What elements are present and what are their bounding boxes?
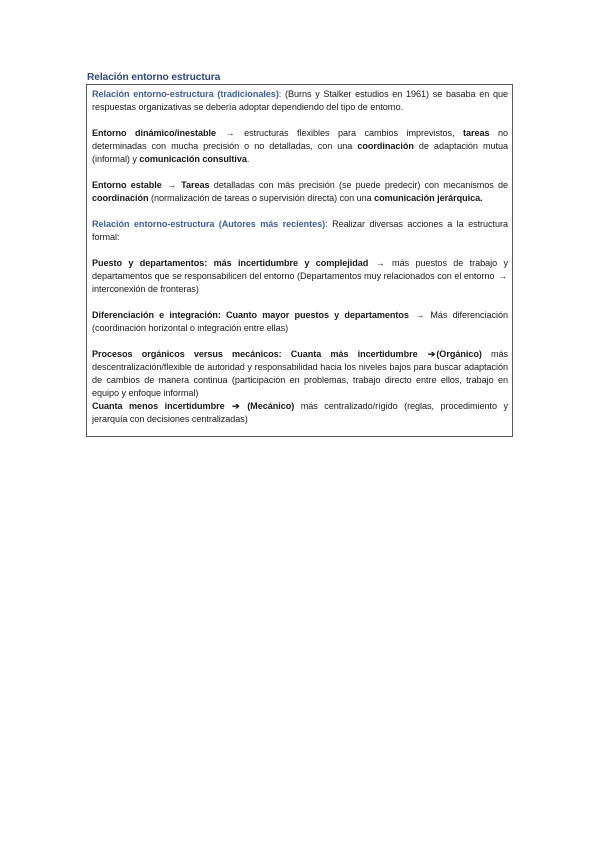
mechanic-term: Cuanta menos incertidumbre (92, 401, 225, 411)
stable-bold-3: comunicación jerárquica. (374, 193, 483, 203)
recent-text: Realizar diversas acciones a la estructura formal: (92, 219, 509, 242)
paragraph-recent-authors (92, 218, 508, 244)
positions-text-2: interconexión de fronteras) (92, 284, 199, 294)
recent-colon: : (325, 219, 328, 229)
paragraph-stable-environment (92, 179, 508, 205)
recent-title: Relación entorno-estructura (Autores más recientes) (92, 219, 326, 229)
differentiation-text: Más diferenciación (coordinación horizontal o integración entre ellas) (92, 310, 508, 333)
dynamic-term: Entorno dinámico/inestable (92, 128, 216, 138)
organic-bold: (Orgánico) (436, 349, 482, 359)
dynamic-text-4: . (246, 154, 250, 164)
paragraph-differentiation (92, 309, 508, 335)
positions-term: Puesto y departamentos: más incertidumbre y complejidad (92, 258, 369, 268)
dynamic-text-2: no determinadas con mucha precisión o no detalladas, con una (92, 128, 509, 151)
arrow-right-icon: → (497, 271, 507, 281)
dynamic-bold-2: coordinación (357, 141, 414, 151)
paragraph-mechanic-processes (92, 400, 508, 426)
arrow-right-icon: → (375, 258, 385, 268)
arrow-right-icon: → (415, 310, 425, 320)
paragraph-traditional (92, 88, 508, 114)
organic-term: Procesos orgánicos versus mecánicos: Cuanta más incertidumbre (92, 349, 418, 359)
stable-bold-2: coordinación (92, 193, 149, 203)
organic-text: más descentralización/flexible de autoridad y responsabilidad hacia los niveles bajos para buscar adaptación de cambios de manera continua (participación en problemas, trabajo directo entre ellos, trabajo en equipo y enfoque informal) (92, 349, 508, 398)
dynamic-text-1: estructuras flexibles para cambios imprevistos, (235, 128, 463, 138)
stable-term: Entorno estable (92, 180, 162, 190)
content-box (86, 84, 513, 437)
bold-arrow-right-icon: ➔ (427, 349, 436, 359)
mechanic-bold: (Mecánico) (247, 401, 295, 411)
arrow-right-icon: → (225, 128, 235, 138)
bold-arrow-right-icon: ➔ (232, 401, 240, 411)
paragraph-dynamic-environment (92, 127, 508, 166)
traditional-title: Relación entorno-estructura (tradicionales) (92, 89, 279, 99)
mechanic-text: más centralizado/rígido (reglas, procedimiento y jerarquía con decisiones centralizadas) (92, 401, 508, 424)
stable-text-2: (normalización de tareas o supervisión directa) con una (148, 193, 375, 203)
paragraph-positions-departments (92, 257, 508, 296)
stable-bold-1: Tareas (181, 180, 210, 190)
section-heading: Relación entorno estructura (87, 72, 221, 83)
traditional-text: (Burns y Stalker estudios en 1961) se basaba en que respuestas organizativas se debería adoptar dependiendo del tipo de entorno. (92, 89, 508, 112)
dynamic-bold-3: comunicación consultiva (139, 154, 247, 164)
dynamic-bold-1: tareas (462, 128, 490, 138)
positions-text-1: más puestos de trabajo y departamentos que se responsabilicen del entorno (Departamentos muy relacionados con el entorno (92, 258, 508, 281)
stable-text-1: detalladas con más precisión (se puede predecir) con mecanismos de (209, 180, 508, 190)
differentiation-term: Diferenciación e integración: Cuanto mayor puestos y departamentos (92, 310, 409, 320)
arrow-right-icon: → (166, 180, 176, 190)
traditional-colon: : (278, 89, 282, 99)
dynamic-text-3: de adaptación mutua (informal) y (92, 141, 508, 164)
paragraph-organic-processes (92, 348, 508, 400)
